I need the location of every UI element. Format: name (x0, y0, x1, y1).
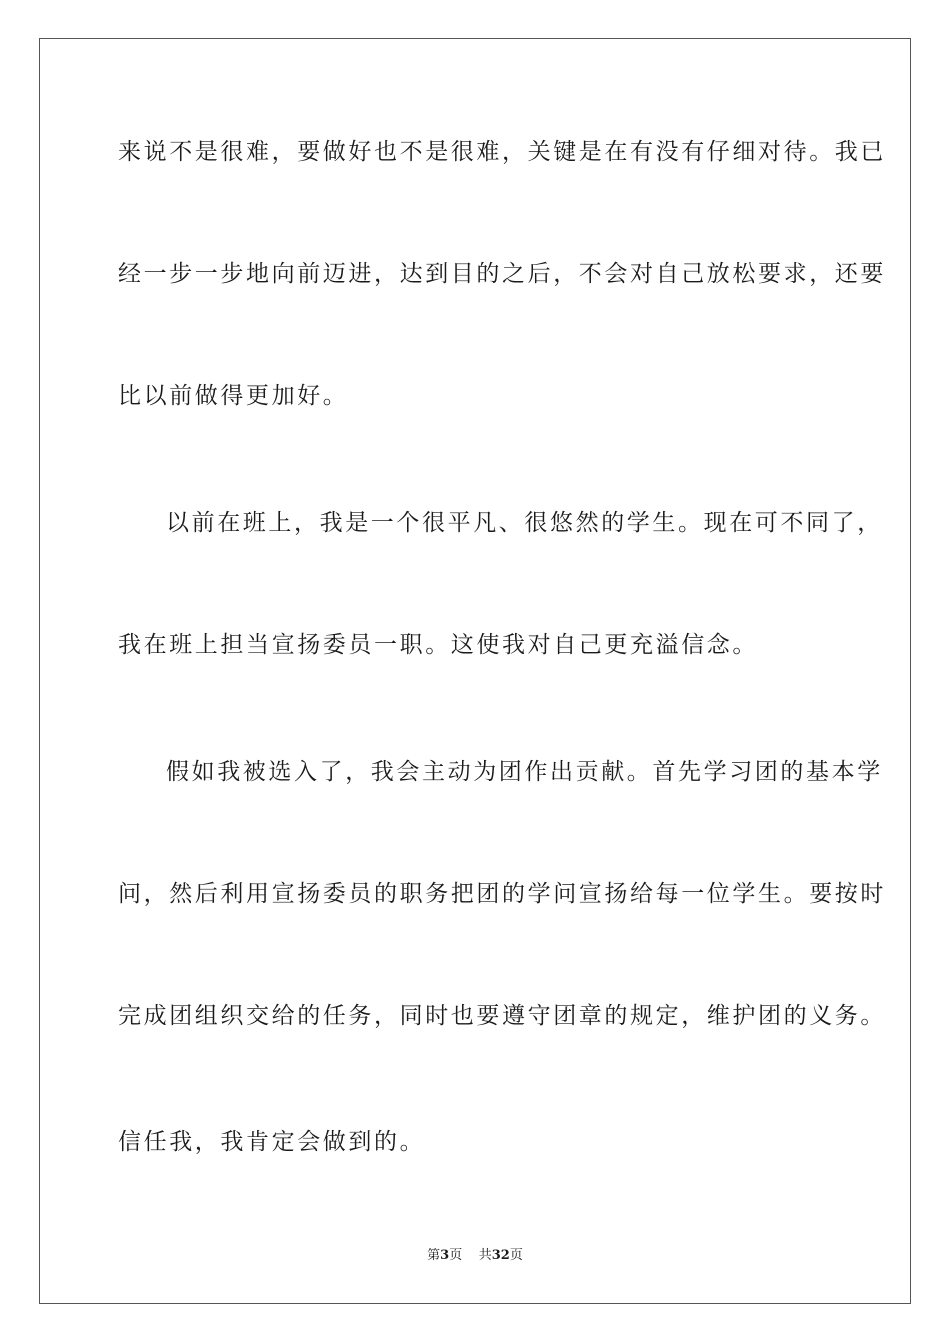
page-label-suffix: 页 (449, 1248, 463, 1263)
paragraph-3-line-1: 假如我被选入了，我会主动为团作出贡献。首先学习团的基本学 (166, 759, 883, 785)
paragraph-2-line-1: 以前在班上，我是一个很平凡、很悠然的学生。现在可不同了， (166, 510, 883, 536)
page-border (39, 38, 911, 1304)
total-prefix: 共 (478, 1248, 492, 1263)
paragraph-1-line-1: 来说不是很难，要做好也不是很难，关键是在有没有仔细对待。我已 (118, 139, 886, 165)
total-pages: 32 (491, 1248, 510, 1263)
page-footer (0, 1247, 950, 1265)
paragraph-3-line-4: 信任我，我肯定会做到的。 (118, 1129, 426, 1155)
paragraph-3-line-2: 问，然后利用宣扬委员的职务把团的学问宣扬给每一位学生。要按时 (118, 881, 886, 907)
total-suffix: 页 (509, 1248, 523, 1263)
paragraph-3-line-3: 完成团组织交给的任务，同时也要遵守团章的规定，维护团的义务。 (118, 1003, 886, 1029)
paragraph-1-line-2: 经一步一步地向前迈进，达到目的之后，不会对自己放松要求，还要 (118, 261, 886, 287)
page-number: 3 (440, 1248, 450, 1263)
page-label-prefix: 第 (427, 1248, 441, 1263)
paragraph-1-line-3: 比以前做得更加好。 (118, 383, 349, 409)
paragraph-2-line-2: 我在班上担当宣扬委员一职。这使我对自己更充溢信念。 (118, 632, 758, 658)
